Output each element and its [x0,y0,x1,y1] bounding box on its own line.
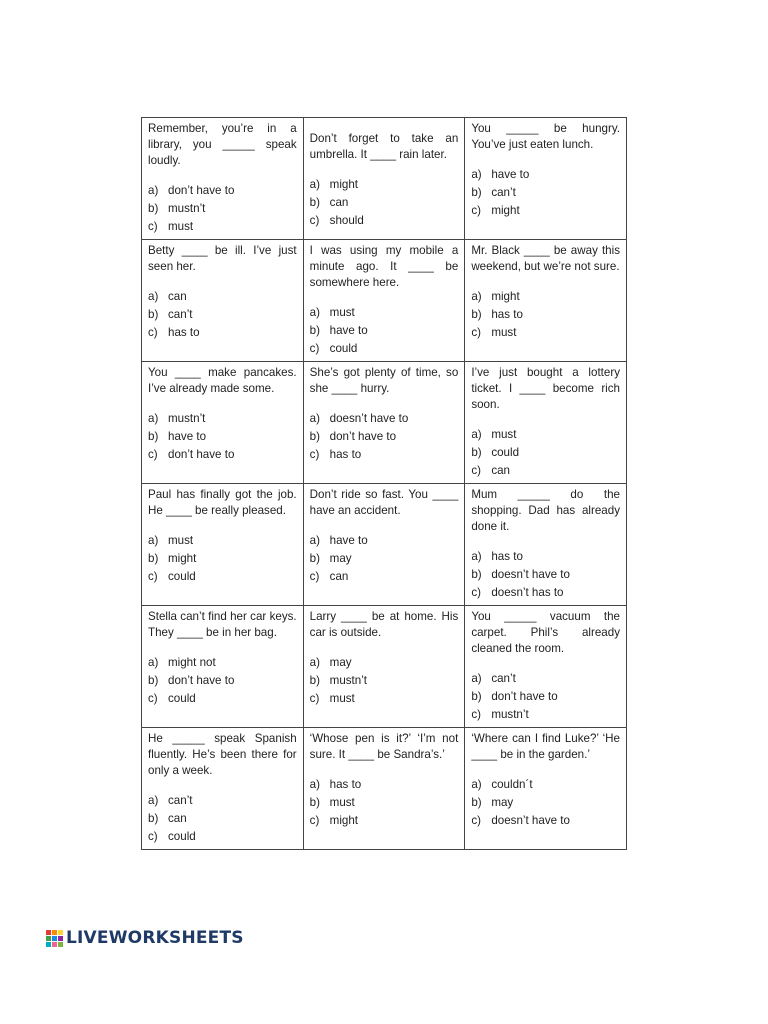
question-text: I’ve just bought a lottery ticket. I ____ become rich soon. [471,366,620,411]
option-letter: b) [471,308,482,321]
worksheet-row [142,484,627,606]
option-text: mustn’t [168,412,206,425]
answer-option [148,219,297,235]
option-text: can [168,812,187,825]
option-text: doesn’t have to [491,568,570,581]
option-text: doesn’t have to [329,412,409,425]
answer-option [148,183,297,199]
option-text: could [168,570,196,583]
option-text: can [329,570,349,583]
question-text: Don’t forget to take an umbrella. It ____ rain later. [309,132,459,161]
option-text: must [168,220,194,233]
answer-option [471,777,620,793]
answer-option [148,811,297,827]
option-letter: c) [309,448,320,461]
answer-option [310,213,459,229]
option-letter: a) [309,178,320,191]
answer-option [471,671,620,687]
option-letter: c) [148,326,158,339]
logo-square [58,930,63,935]
question-cell [142,484,304,606]
option-text: don’t have to [329,430,397,443]
answer-option [471,795,620,811]
option-text: might [329,178,359,191]
option-text: could [168,692,196,705]
question-cell [303,484,465,606]
option-letter: a) [309,412,320,425]
option-letter: b) [471,186,482,199]
option-letter: c) [309,692,320,705]
logo-square [58,942,63,947]
option-text: has to [491,308,523,321]
option-letter: b) [148,674,159,687]
logo-square [58,936,63,941]
question-text: ‘Where can I find Luke?’ ‘He ____ be in the garden.’ [471,732,620,761]
option-letter: a) [471,168,482,181]
option-text: must [491,326,517,339]
question-text: You _____ vacuum the carpet. Phil’s already cleaned the room. [471,610,620,655]
question-text: You ____ make pancakes. I’ve already made some. [148,366,297,395]
option-text: may [491,796,514,809]
option-text: mustn’t [168,202,206,215]
option-letter: b) [148,812,159,825]
option-text: has to [329,448,362,461]
option-letter: a) [471,550,482,563]
option-letter: b) [309,324,320,337]
option-text: doesn’t has to [491,586,564,599]
answer-option [310,177,459,193]
question-text: She’s got plenty of time, so she ____ hurry. [309,366,459,395]
answer-option [310,569,459,585]
answer-option [148,793,297,809]
option-text: might [329,814,359,827]
question-cell [303,728,465,850]
question-cell [303,606,465,728]
question-cell [303,240,465,362]
answer-option [310,429,459,445]
question-cell [465,118,627,240]
option-letter: c) [309,214,320,227]
answer-option [310,195,459,211]
answer-option [471,427,620,443]
option-letter: b) [309,796,320,809]
question-cell [465,484,627,606]
answer-option [471,445,620,461]
option-letter: b) [148,202,159,215]
option-letter: a) [148,534,159,547]
answer-option [471,167,620,183]
option-letter: a) [148,656,159,669]
option-text: must [329,692,355,705]
answer-option [471,289,620,305]
worksheet-row [142,118,627,240]
question-cell [142,728,304,850]
question-text: Mum _____ do the shopping. Dad has already done it. [471,488,620,533]
worksheet-table [141,117,627,850]
question-text: Larry ____ be at home. His car is outside. [309,610,459,639]
option-letter: c) [471,586,481,599]
option-letter: b) [309,430,320,443]
answer-option [148,691,297,707]
option-letter: c) [471,464,481,477]
answer-option [148,201,297,217]
option-text: can [168,290,187,303]
answer-option [310,305,459,321]
answer-option [471,463,620,479]
option-text: can’t [168,308,193,321]
question-cell [303,362,465,484]
option-letter: a) [471,672,482,685]
question-cell [142,240,304,362]
option-text: have to [329,324,368,337]
answer-option [471,585,620,601]
question-cell [142,362,304,484]
option-text: has to [329,778,362,791]
option-text: must [329,306,355,319]
answer-option [148,289,297,305]
option-text: might [168,552,197,565]
question-cell [465,606,627,728]
option-letter: c) [471,326,481,339]
option-text: has to [491,550,523,563]
answer-option [310,813,459,829]
answer-option [471,203,620,219]
logo-square [46,936,51,941]
option-letter: b) [471,446,482,459]
option-letter: b) [471,796,482,809]
question-text: Mr. Black ____ be away this weekend, but we’re not sure. [471,244,620,273]
option-text: have to [329,534,368,547]
option-letter: a) [309,778,320,791]
option-letter: a) [471,428,482,441]
option-text: can’t [491,186,516,199]
option-letter: b) [471,568,482,581]
option-text: can’t [168,794,193,807]
answer-option [310,691,459,707]
option-letter: c) [471,814,481,827]
question-cell [465,362,627,484]
answer-option [471,325,620,341]
answer-option [148,533,297,549]
option-text: don’t have to [491,690,558,703]
worksheet-row [142,728,627,850]
question-text: He _____ speak Spanish fluently. He’s been there for only a week. [148,732,297,777]
question-text: Betty ____ be ill. I’ve just seen her. [148,244,297,273]
option-letter: c) [148,692,158,705]
option-letter: a) [309,656,320,669]
answer-option [310,777,459,793]
question-text: Paul has finally got the job. He ____ be really pleased. [148,488,297,517]
logo-square [52,930,57,935]
answer-option [471,689,620,705]
question-text: ‘Whose pen is it?’ ‘I’m not sure. It ____ be Sandra’s.’ [309,732,459,761]
answer-option [310,323,459,339]
option-text: may [329,552,352,565]
option-text: don’t have to [168,674,235,687]
worksheet-row [142,606,627,728]
option-text: must [491,428,517,441]
question-text: Stella can’t find her car keys. They ____ be in her bag. [148,610,297,639]
answer-option [310,341,459,357]
option-letter: b) [309,196,320,209]
worksheet-row [142,240,627,362]
option-letter: b) [148,308,159,321]
option-text: have to [168,430,207,443]
answer-option [471,707,620,723]
option-text: might not [168,656,216,669]
option-letter: b) [471,690,482,703]
option-letter: a) [148,412,159,425]
option-text: don’t have to [168,448,235,461]
question-cell [465,240,627,362]
option-text: doesn’t have to [491,814,570,827]
option-letter: c) [148,448,158,461]
option-letter: c) [471,204,481,217]
answer-option [471,185,620,201]
answer-option [148,655,297,671]
option-letter: a) [148,290,159,303]
option-letter: a) [471,290,482,303]
option-text: couldn´t [491,778,533,791]
option-letter: b) [309,674,320,687]
option-text: don’t have to [168,184,235,197]
option-text: should [329,214,364,227]
brand-footer [46,928,244,948]
option-text: could [168,830,196,843]
option-text: must [168,534,194,547]
answer-option [310,795,459,811]
answer-option [148,551,297,567]
option-letter: c) [309,814,320,827]
answer-option [310,447,459,463]
option-text: may [329,656,352,669]
option-text: mustn’t [329,674,368,687]
question-text: Don’t ride so fast. You ____ have an accident. [309,488,459,517]
option-text: has to [168,326,200,339]
option-text: can [329,196,349,209]
option-letter: c) [309,342,320,355]
logo-square [46,930,51,935]
question-cell [465,728,627,850]
option-letter: a) [471,778,482,791]
answer-option [148,569,297,585]
answer-option [148,673,297,689]
answer-option [471,549,620,565]
option-text: can [491,464,511,477]
question-text: You _____ be hungry. You’ve just eaten lunch. [471,122,620,151]
answer-option [148,411,297,427]
option-letter: b) [148,430,159,443]
option-letter: a) [148,794,159,807]
logo-square [52,942,57,947]
answer-option [148,429,297,445]
answer-option [310,673,459,689]
option-text: mustn’t [491,708,529,721]
logo-square [52,936,57,941]
answer-option [471,307,620,323]
option-text: might [491,204,520,217]
option-letter: a) [309,534,320,547]
answer-option [310,655,459,671]
option-letter: c) [471,708,481,721]
answer-option [310,551,459,567]
option-text: can’t [491,672,516,685]
answer-option [148,447,297,463]
option-text: might [491,290,520,303]
option-text: must [329,796,355,809]
option-letter: a) [309,306,320,319]
liveworksheets-logo-icon [46,930,63,947]
question-text: Remember, you’re in a library, you _____ speak loudly. [148,122,297,167]
option-text: could [491,446,520,459]
question-cell [142,118,304,240]
option-text: could [329,342,358,355]
option-letter: b) [148,552,159,565]
question-cell [142,606,304,728]
answer-option [471,813,620,829]
answer-option [148,325,297,341]
answer-option [148,829,297,845]
logo-square [46,942,51,947]
question-text: I was using my mobile a minute ago. It ____ be somewhere here. [309,244,459,289]
answer-option [310,533,459,549]
option-letter: b) [309,552,320,565]
option-text: have to [491,168,530,181]
answer-option [148,307,297,323]
answer-option [471,567,620,583]
option-letter: c) [148,570,158,583]
question-cell [303,118,465,240]
brand-name: LIVEWORKSHEETS [66,928,244,948]
answer-option [310,411,459,427]
option-letter: c) [148,830,158,843]
option-letter: c) [309,570,320,583]
option-letter: a) [148,184,159,197]
worksheet-row [142,362,627,484]
option-letter: c) [148,220,158,233]
